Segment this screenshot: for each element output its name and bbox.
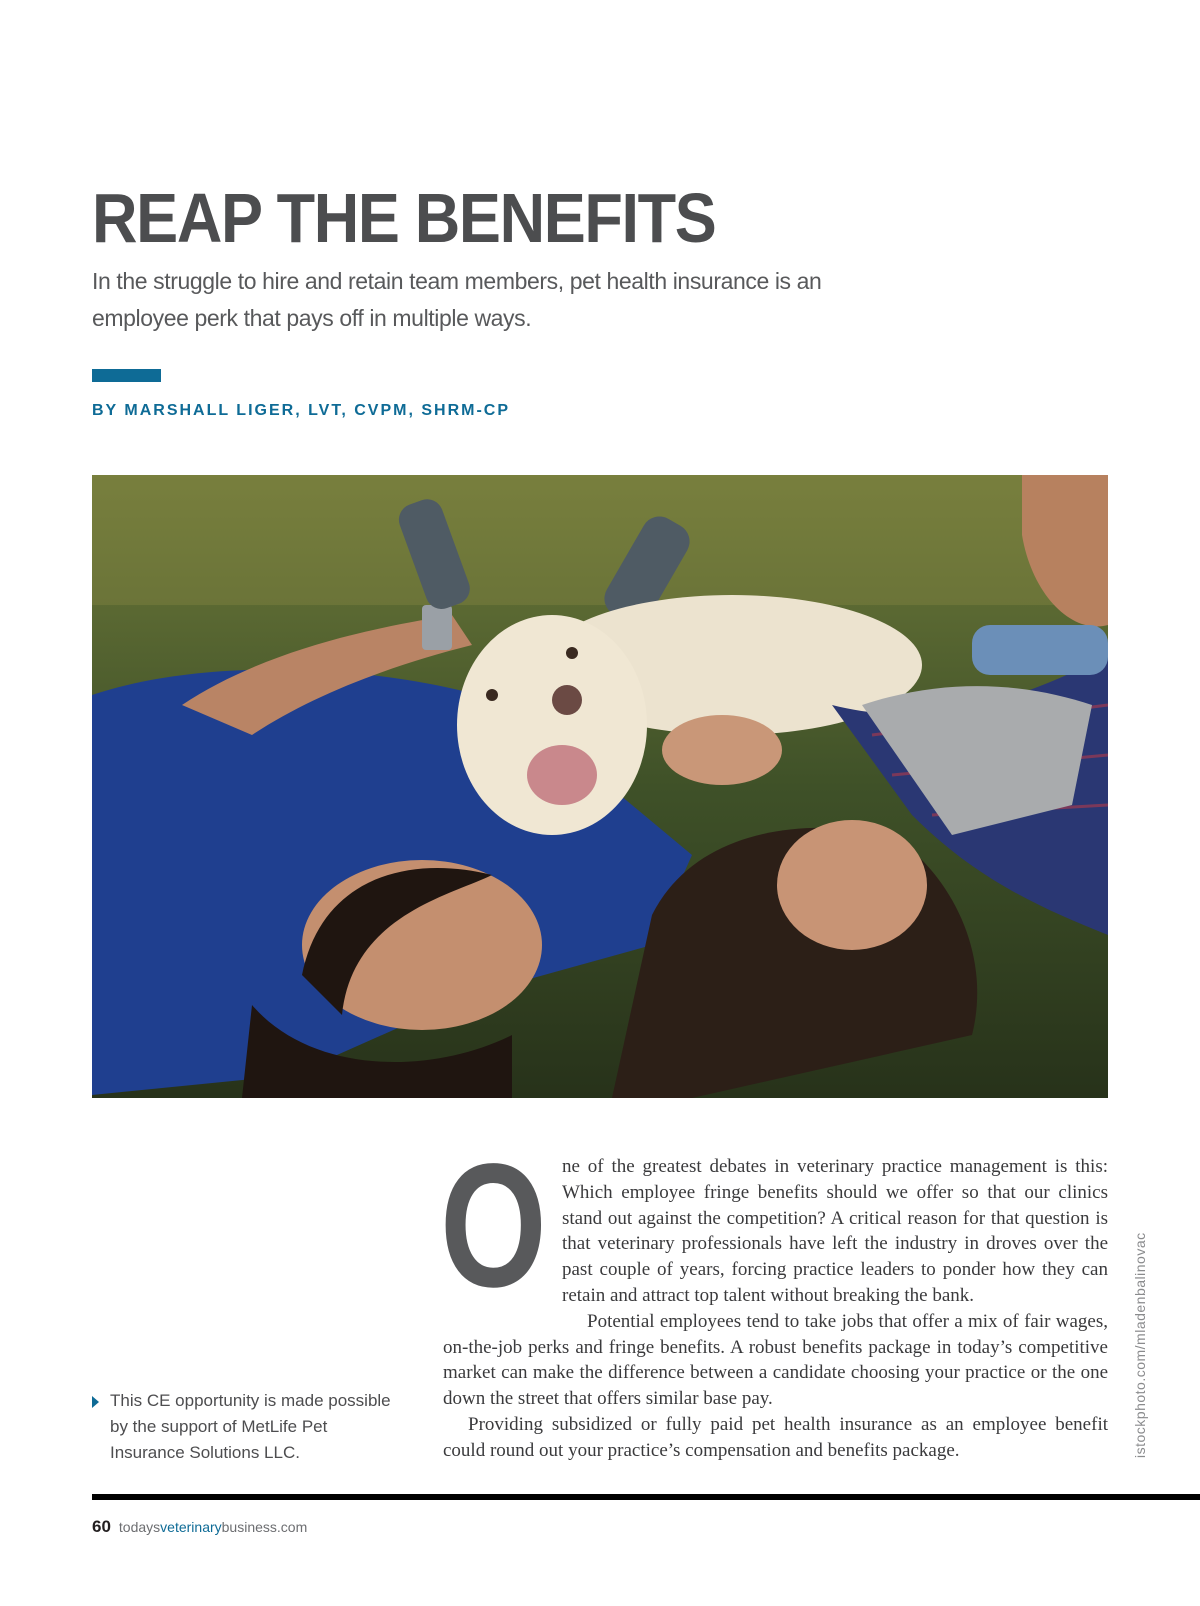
drop-cap: O	[440, 1128, 547, 1324]
footer-rule	[92, 1494, 1200, 1500]
paragraph-2: Potential employees tend to take jobs that offer a mix of fair wages, on-the-job perks and fringe benefits. A robust benefits package in today’s competitive market can make the difference between a candidate choosing your practice or the one down the street that offers similar base pay.	[443, 1310, 1108, 1410]
site-prefix: todays	[118, 1519, 161, 1535]
accent-rule	[92, 369, 161, 382]
photo-credit: istockphoto.com/mladenbalinovac	[1132, 1232, 1148, 1458]
site-suffix: business.com	[221, 1519, 308, 1535]
paragraph-3: Providing subsidized or fully paid pet health insurance as an employee benefit could round out your practice’s compensation and benefits package.	[443, 1413, 1108, 1461]
site-highlight: veterinary	[160, 1519, 222, 1535]
page-footer	[92, 1517, 307, 1537]
article-body	[440, 1128, 1108, 1464]
page-number: 60	[92, 1517, 111, 1536]
paragraph-1	[440, 1128, 1108, 1324]
hero-photo	[92, 475, 1108, 1098]
byline: BY MARSHALL LIGER, LVT, CVPM, SHRM-CP	[92, 402, 511, 419]
deck-subtitle: In the struggle to hire and retain team members, pet health insurance is an employee perk that pays off in multiple ways.	[92, 268, 822, 331]
paragraph-1-text: ne of the greatest debates in veterinary practice management is this: Which employee fringe benefits should we offer so that our clinics stand out against the competition? A critical reason for that question is that veterinary professionals have left the industry in droves over the past couple of years, forcing practice leaders to ponder how they can retain and attract top talent without breaking the bank.	[562, 1156, 1108, 1306]
headline: REAP THE BENEFITS	[92, 179, 716, 257]
triangle-bullet-icon	[92, 1396, 99, 1408]
sponsor-note-text: This CE opportunity is made possible by the support of MetLife Pet Insurance Solutions LLC.	[110, 1391, 391, 1462]
sponsor-note	[92, 1388, 402, 1466]
